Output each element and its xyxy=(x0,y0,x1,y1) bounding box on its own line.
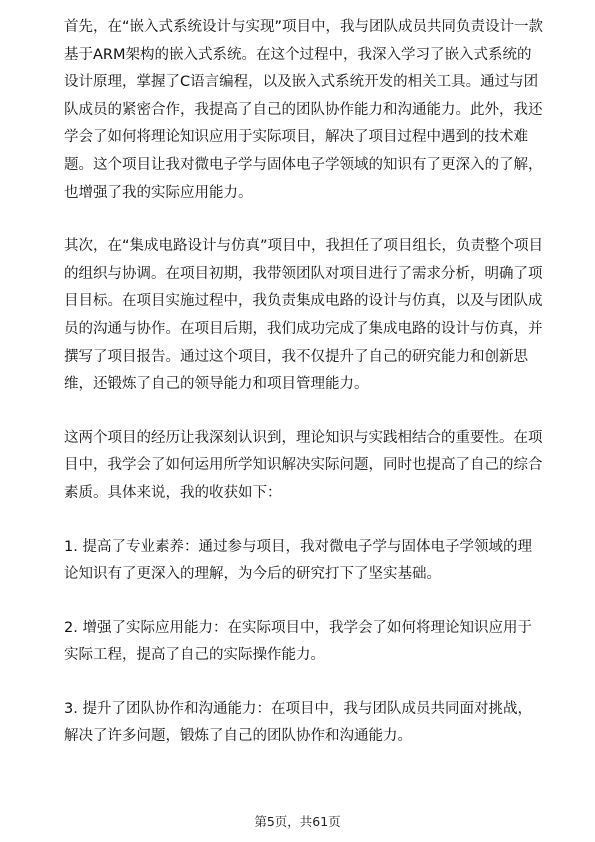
paragraph-project-ic-design: 其次，在“集成电路设计与仿真”项目中，我担任了项目组长，负责整个项目的组织与协调。在项目初期，我带领团队对项目进行了需求分析，明确了项目目标。在项目实施过程中，我负责集成电路的设计与仿真，以及与团队成员的沟通与协作。在项目后期，我们成功完成了集成电路的设计与仿真，并撰写了项目报告。通过这个项目，我不仅提升了自己的研究能力和创新思维，还锻炼了自己的领导能力和项目管理能力。 xyxy=(64,238,544,393)
paragraph-project-embedded: 首先，在“嵌入式系统设计与实现”项目中，我与团队成员共同负责设计一款基于ARM架构的嵌入式系统。在这个过程中，我深入学习了嵌入式系统的设计原理，掌握了C语言编程，以及嵌入式系统开发的相关工具。通过与团队成员的紧密合作，我提高了自己的团队协作能力和沟通能力。此外，我还学会了如何将理论知识应用于实际项目，解决了项目过程中遇到的技术难题。这个项目让我对微电子学与固体电子学领域的知识有了更深入的了解，也增强了我的实际应用能力。 xyxy=(64,19,544,201)
list-item-practical-ability: 2. 增强了实际应用能力：在实际项目中，我学会了如何将理论知识应用于实际工程，提高了自己的实际操作能力。 xyxy=(64,619,532,664)
list-item-professional-quality: 1. 提高了专业素养：通过参与项目，我对微电子学与固体电子学领域的理论知识有了更深入的理解，为今后的研究打下了坚实基础。 xyxy=(64,538,532,583)
document-body xyxy=(64,14,544,777)
page-number: 第5页，共61页 xyxy=(254,814,341,829)
list-item-teamwork: 3. 提升了团队协作和沟通能力：在项目中，我与团队成员共同面对挑战，解决了许多问题，锻炼了自己的团队协作和沟通能力。 xyxy=(64,700,532,745)
paragraph-reflection: 这两个项目的经历让我深刻认识到，理论知识与实践相结合的重要性。在项目中，我学会了如何运用所学知识解决实际问题，同时也提高了自己的综合素质。具体来说，我的收获如下： xyxy=(64,429,543,501)
